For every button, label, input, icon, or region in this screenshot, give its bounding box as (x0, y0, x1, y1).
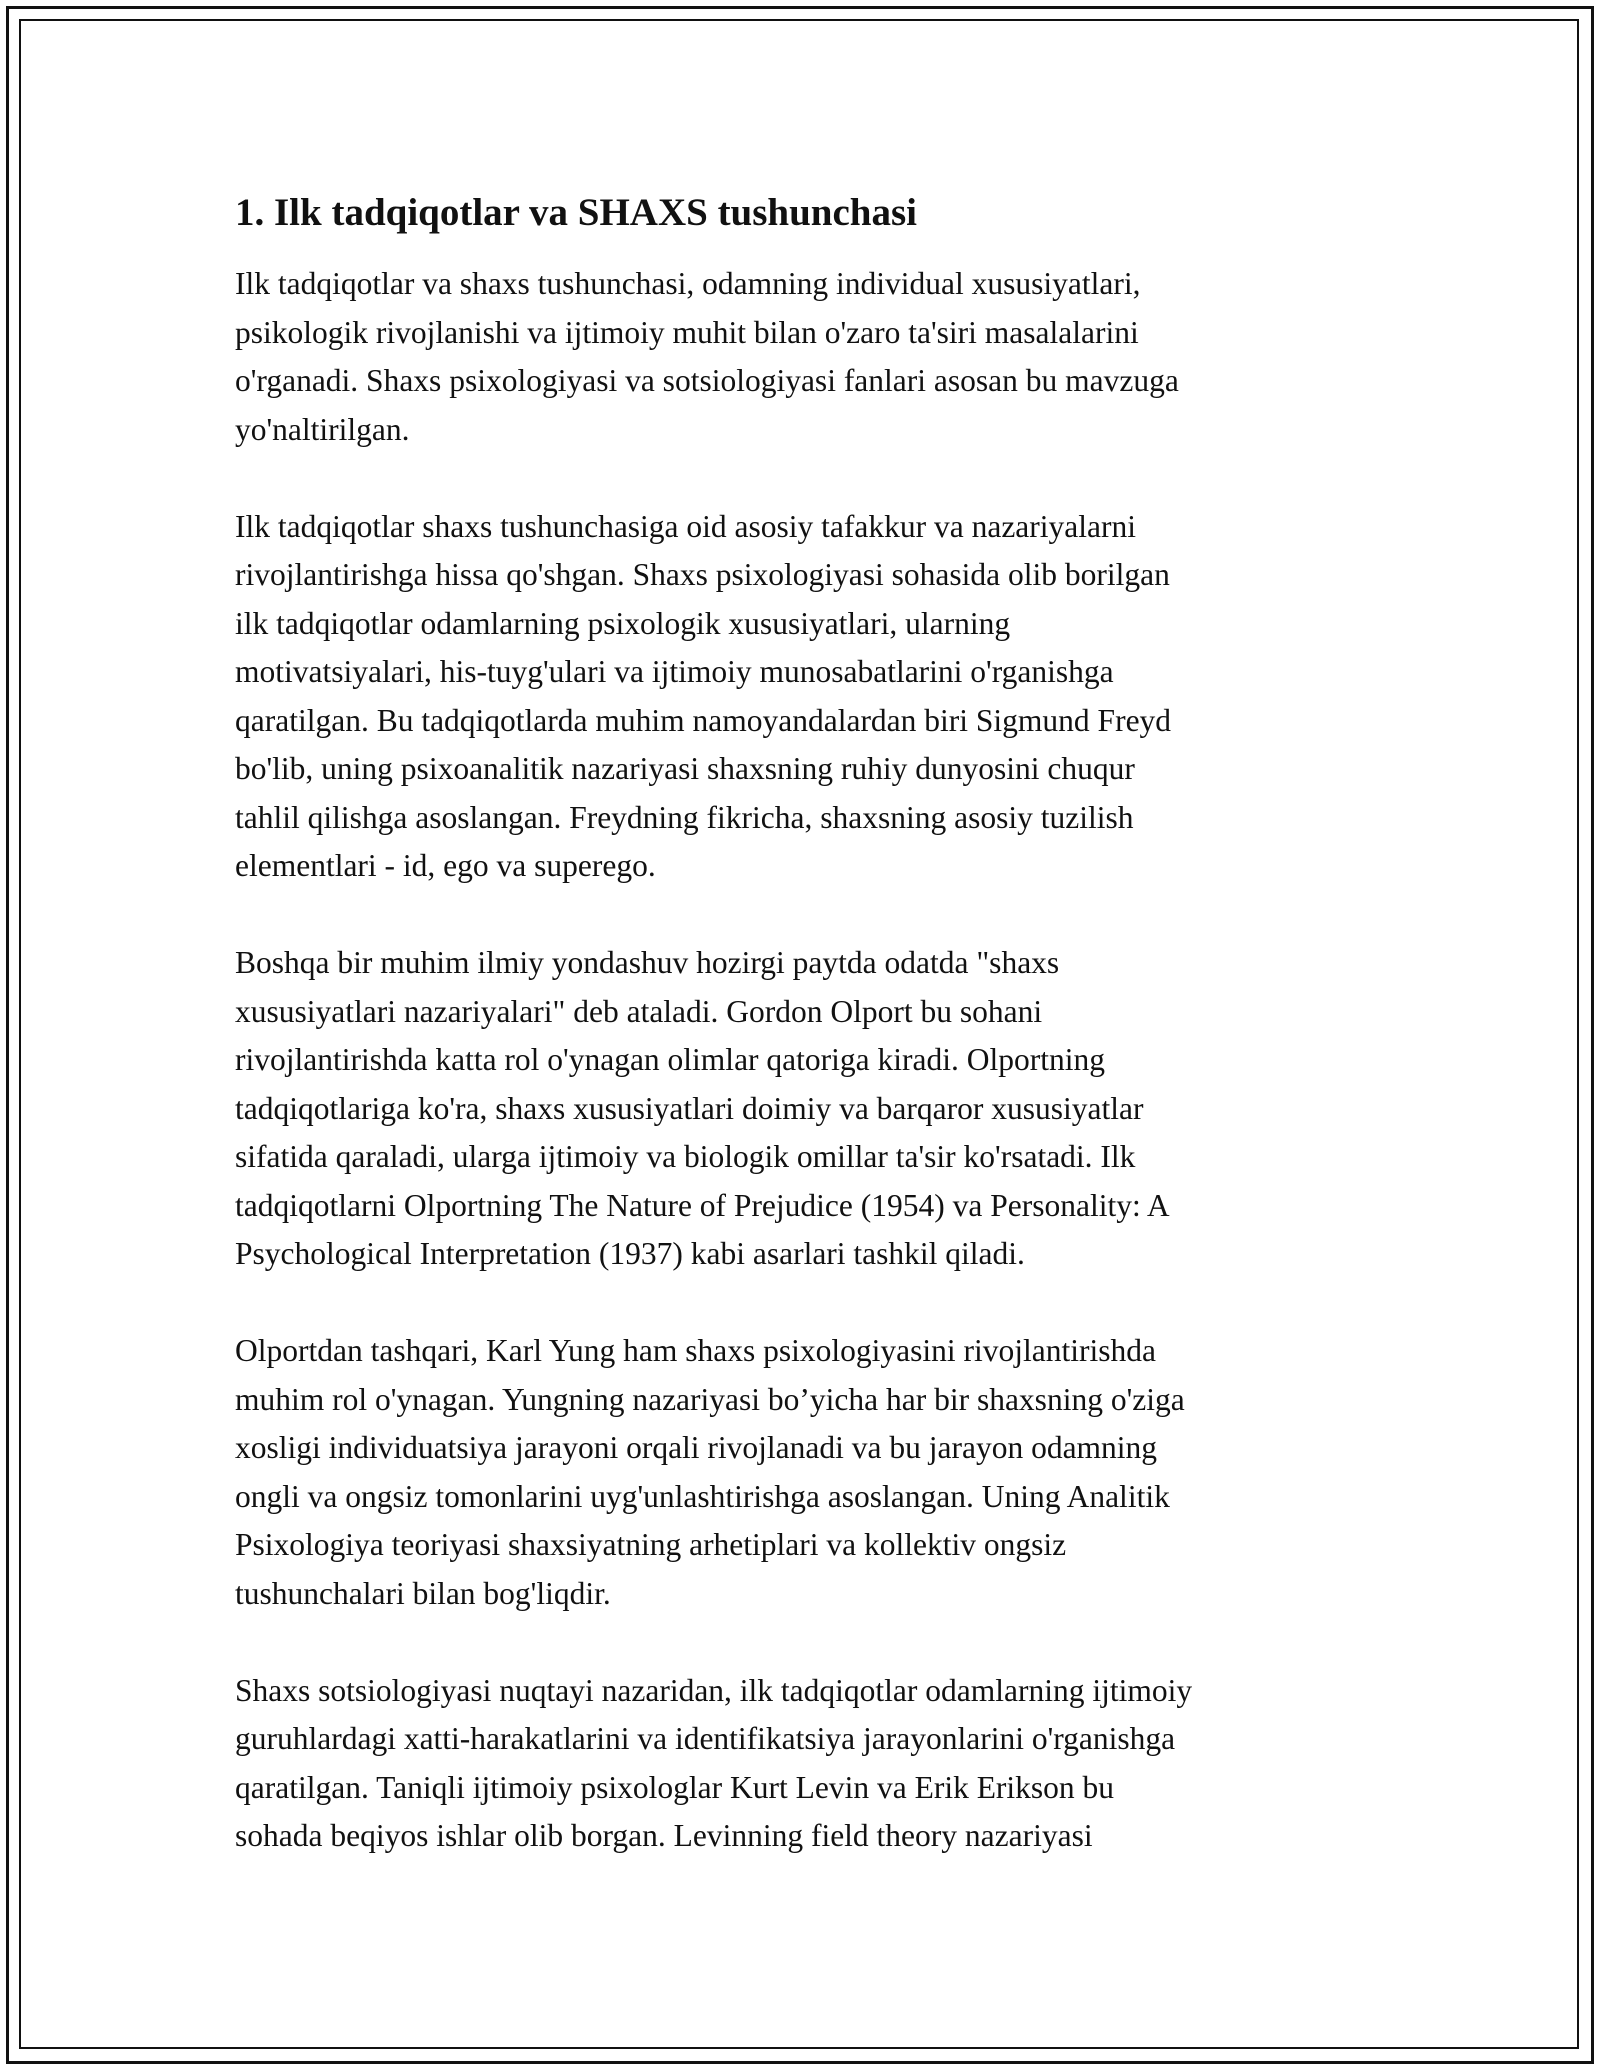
text-line: qaratilgan. Taniqli ijtimoiy psixologlar Kurt Levin va Erik Erikson bu (235, 1769, 1115, 1805)
text-line: psikologik rivojlanishi va ijtimoiy muhit bilan o'zaro ta'siri masalalarini (235, 314, 1139, 350)
paragraph-1 (235, 260, 1365, 454)
paragraph-3 (235, 939, 1365, 1279)
text-line: motivatsiyalari, his-tuyg'ulari va ijtimoiy munosabatlarini o'rganishga (235, 654, 1114, 689)
text-line: muhim rol o'ynagan. Yungning nazariyasi bo’yicha har bir shaxsning o'ziga (235, 1381, 1185, 1417)
section-heading: 1. Ilk tadqiqotlar va SHAXS tushunchasi (235, 191, 918, 234)
text-line: sifatida qaraladi, ularga ijtimoiy va biologik omillar ta'sir ko'rsatadi. Ilk (235, 1139, 1136, 1174)
text-line: Ilk tadqiqotlar va shaxs tushunchasi, odamning individual xususiyatlari, (235, 266, 1141, 301)
text-line: guruhlardagi xatti-harakatlarini va identifikatsiya jarayonlarini o'rganishga (235, 1721, 1176, 1756)
text-line: tadqiqotlarni Olportning The Nature of Prejudice (1954) va Personality: A (235, 1187, 1170, 1223)
text-line: ilk tadqiqotlar odamlarning psixologik xususiyatlari, ularning (235, 605, 1011, 641)
text-line: tushunchalari bilan bog'liqdir. (235, 1575, 611, 1611)
text-line: qaratilgan. Bu tadqiqotlarda muhim namoyandalardan biri Sigmund Freyd (235, 702, 1172, 738)
text-line: tahlil qilishga asoslangan. Freydning fikricha, shaxsning asosiy tuzilish (235, 799, 1134, 835)
text-line: Olportdan tashqari, Karl Yung ham shaxs psixologiyasini rivojlantirishda (235, 1333, 1156, 1368)
text-line: elementlari - id, ego va superego. (235, 848, 656, 883)
text-line: Shaxs sotsiologiyasi nuqtayi nazaridan, ilk tadqiqotlar odamlarning ijtimoiy (235, 1672, 1193, 1708)
text-line: xosligi individuatsiya jarayoni orqali rivojlanadi va bu jarayon odamning (235, 1430, 1158, 1465)
text-line: rivojlantirishda katta rol o'ynagan olimlar qatoriga kiradi. Olportning (235, 1042, 1105, 1077)
text-line: ongli va ongsiz tomonlarini uyg'unlashtirishga asoslangan. Uning Analitik (235, 1478, 1170, 1514)
text-line: xususiyatlari nazariyalari" deb ataladi. Gordon Olport bu sohani (235, 993, 1043, 1029)
text-line: rivojlantirishga hissa qo'shgan. Shaxs psixologiyasi sohasida olib borilgan (235, 557, 1170, 592)
text-line: Psychological Interpretation (1937) kabi asarlari tashkil qiladi. (235, 1236, 1025, 1271)
text-line: o'rganadi. Shaxs psixologiyasi va sotsiologiyasi fanlari asosan bu mavzuga (235, 363, 1179, 398)
text-line: Boshqa bir muhim ilmiy yondashuv hozirgi paytda odatda "shaxs (235, 945, 1060, 980)
paragraph-4 (235, 1327, 1365, 1618)
text-line: tadqiqotlariga ko'ra, shaxs xususiyatlari doimiy va barqaror xususiyatlar (235, 1090, 1144, 1126)
paragraph-5 (235, 1667, 1365, 1861)
text-line: Psixologiya teoriyasi shaxsiyatning arhetiplari va kollektiv ongsiz (235, 1527, 1067, 1562)
text-line: Ilk tadqiqotlar shaxs tushunchasiga oid asosiy tafakkur va nazariyalarni (235, 508, 1136, 544)
paragraph-2 (235, 503, 1365, 891)
document-body (235, 186, 1365, 1909)
text-line: sohada beqiyos ishlar olib borgan. Levinning field theory nazariyasi (235, 1818, 1093, 1853)
text-line: bo'lib, uning psixoanalitik nazariyasi shaxsning ruhiy dunyosini chuqur (235, 751, 1135, 786)
text-line: yo'naltirilgan. (235, 411, 410, 447)
